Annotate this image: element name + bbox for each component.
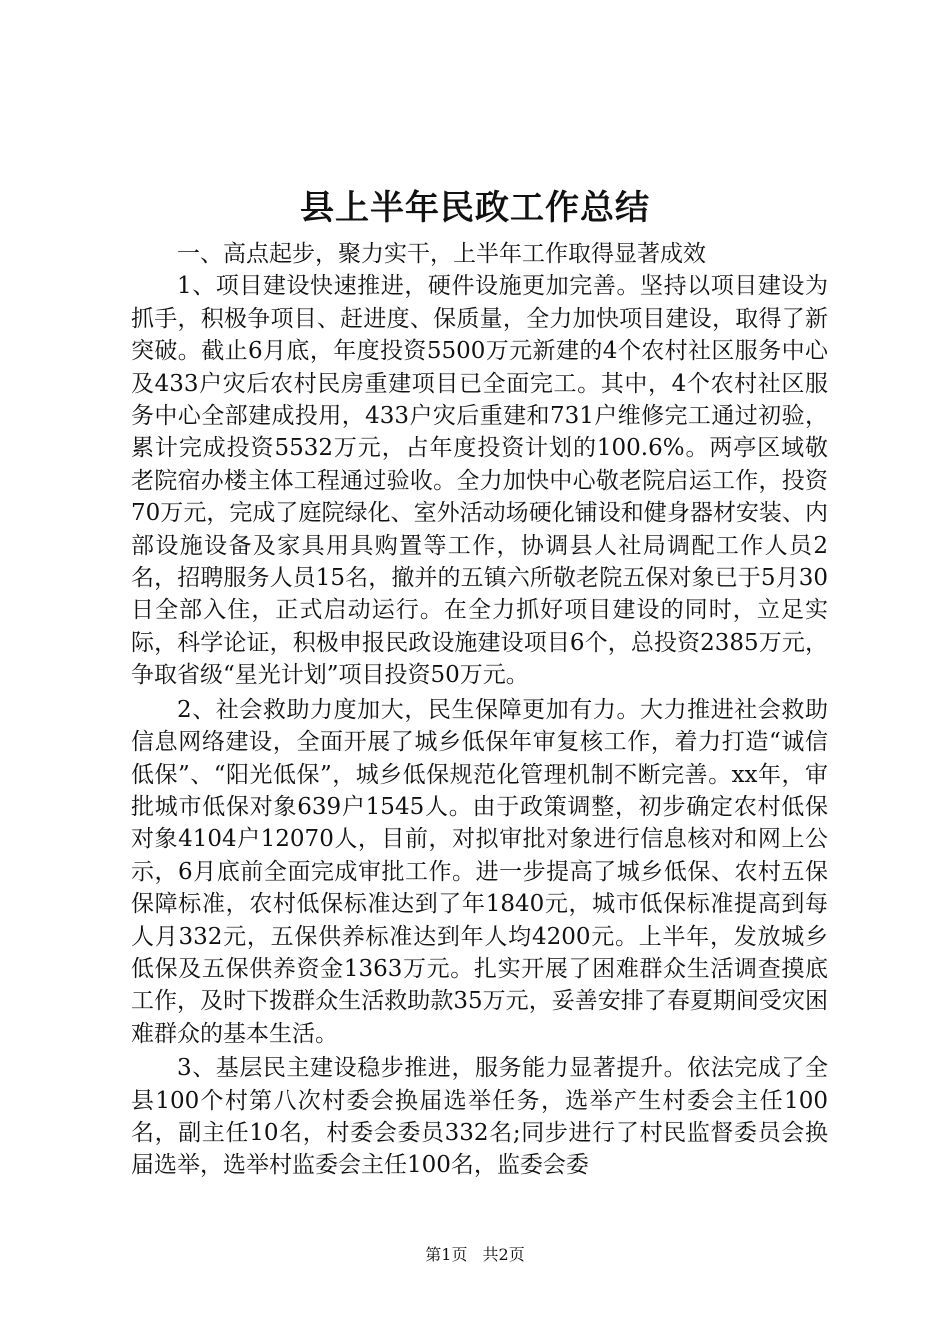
paragraph-social-assistance: 2、社会救助力度加大，民生保障更加有力。大力推进社会救助信息网络建设，全面开展了城乡低保年审复核工作，着力打造“诚信低保”、“阳光低保”，城乡低保规范化管理机制不断完善。xx年，审批城市低保对象639户1545人。由于政策调整，初步确定农村低保对象4104户12070人，目前，对拟审批对象进行信息核对和网上公示，6月底前全面完成审批工作。进一步提高了城乡低保、农村五保保障标准，农村低保标准达到了年1840元，城市低保标准提高到每人月332元，五保供养标准达到年人均4200元。上半年，发放城乡低保及五保供养资金1363万元。扎实开展了困难群众生活调查摸底工作，及时下拨群众生活救助款35万元，妥善安排了春夏期间受灾困难群众的基本生活。 — [131, 696, 828, 1047]
page-footer — [0, 1244, 950, 1266]
document-body — [131, 238, 828, 1182]
page-number: 第1页 — [425, 1245, 468, 1264]
paragraph-grassroots-democracy: 3、基层民主建设稳步推进，服务能力显著提升。依法完成了全县100个村第八次村委会换届选举任务，选举产生村委会主任100名，副主任10名，村委会委员332名;同步进行了村民监督委员会换届选举，选举村监委会主任100名，监委会委 — [131, 1055, 828, 1179]
section-heading: 一、高点起步，聚力实干，上半年工作取得显著成效 — [177, 241, 706, 267]
document-title: 县上半年民政工作总结 — [300, 188, 650, 228]
page-total: 共2页 — [482, 1245, 525, 1264]
paragraph-project-construction: 1、项目建设快速推进，硬件设施更加完善。坚持以项目建设为抓手，积极争项目、赶进度、保质量，全力加快项目建设，取得了新突破。截止6月底，年度投资5500万元新建的4个农村社区服务中心及433户灾后农村民房重建项目已全面完工。其中，4个农村社区服务中心全部建成投用，433户灾后重建和731户维修完工通过初验，累计完成投资5532万元，占年度投资计划的100.6%。两亭区域敬老院宿办楼主体工程通过验收。全力加快中心敬老院启运工作，投资70万元，完成了庭院绿化、室外活动场硬化铺设和健身器材安装、内部设施设备及家具用具购置等工作，协调县人社局调配工作人员2名，招聘服务人员15名，撤并的五镇六所敬老院五保对象已于5月30日全部入住，正式启动运行。在全力抓好项目建设的同时，立足实际，科学论证，积极申报民政设施建设项目6个，总投资2385万元，争取省级“星光计划”项目投资50万元。 — [131, 273, 828, 689]
